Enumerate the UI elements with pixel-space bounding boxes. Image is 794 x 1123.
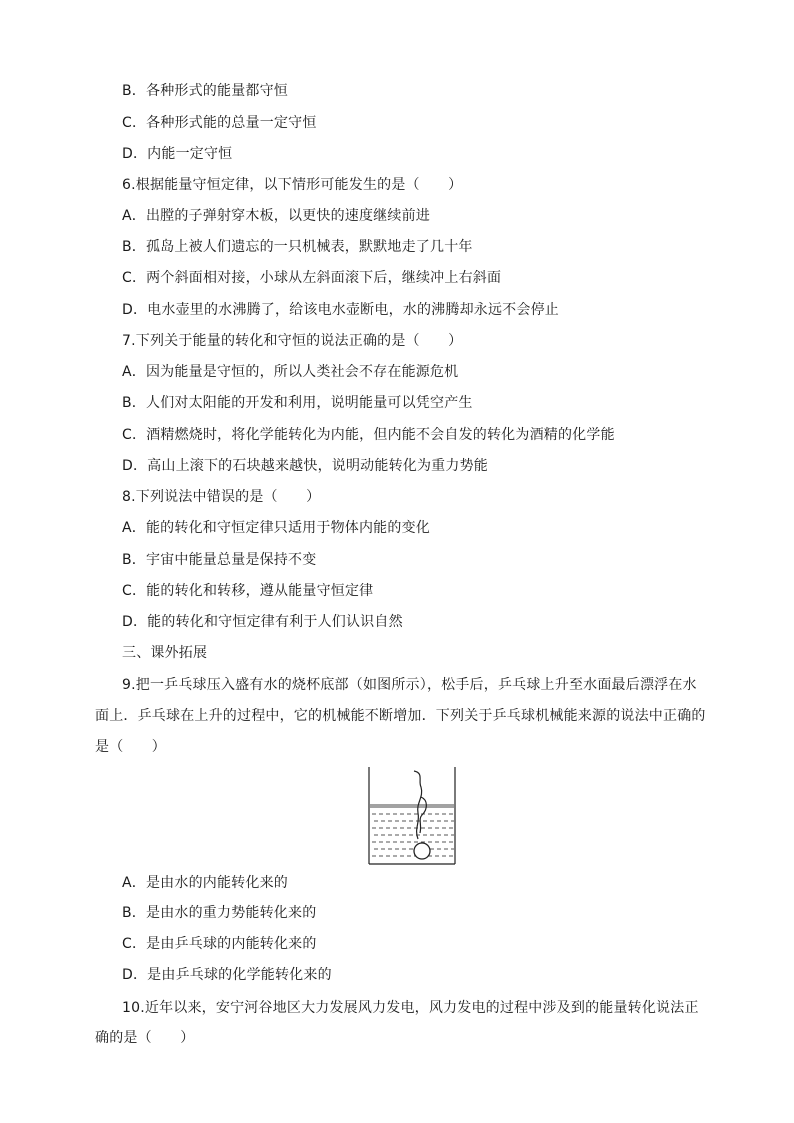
- q6-option-d: D．电水壶里的水沸腾了，给该电水壶断电，水的沸腾却永远不会停止: [122, 302, 559, 318]
- q5-option-d: D．内能一定守恒: [122, 146, 233, 162]
- q9-stem-line-1: 9.把一乒乓球压入盛有水的烧杯底部（如图所示），松手后，乒乓球上升至水面最后漂浮在水: [122, 677, 697, 693]
- beaker-figure: [366, 767, 458, 867]
- q10-stem-line-1: 10.近年以来，安宁河谷地区大力发展风力发电，风力发电的过程中涉及到的能量转化说法正: [122, 1000, 699, 1016]
- q9-stem-line-2: 面上．乒乓球在上升的过程中，它的机械能不断增加．下列关于乒乓球机械能来源的说法中正确的: [95, 708, 706, 724]
- q9-option-b: B．是由水的重力势能转化来的: [122, 905, 317, 921]
- section-heading: 三、课外拓展: [122, 645, 208, 661]
- q5-option-b: B．各种形式的能量都守恒: [122, 83, 289, 99]
- q9-option-c: C．是由乒乓球的内能转化来的: [122, 936, 317, 952]
- q8-option-c: C．能的转化和转移，遵从能量守恒定律: [122, 583, 374, 599]
- q8-option-b: B．宇宙中能量总量是保持不变: [122, 552, 317, 568]
- q5-option-c: C．各种形式能的总量一定守恒: [122, 115, 317, 131]
- q6-stem: 6.根据能量守恒定律，以下情形可能发生的是（ ）: [122, 177, 463, 193]
- q9-option-a: A．是由水的内能转化来的: [122, 875, 288, 891]
- q6-option-c: C．两个斜面相对接，小球从左斜面滚下后，继续冲上右斜面: [122, 270, 502, 286]
- q7-option-c: C．酒精燃烧时，将化学能转化为内能，但内能不会自发的转化为酒精的化学能: [122, 427, 615, 443]
- q6-option-b: B．孤岛上被人们遗忘的一只机械表，默默地走了几十年: [122, 239, 473, 255]
- q8-option-a: A．能的转化和守恒定律只适用于物体内能的变化: [122, 520, 430, 536]
- q6-option-a: A．出膛的子弹射穿木板，以更快的速度继续前进: [122, 208, 430, 224]
- q8-option-d: D．能的转化和守恒定律有利于人们认识自然: [122, 614, 403, 630]
- q7-stem: 7.下列关于能量的转化和守恒的说法正确的是（ ）: [122, 333, 463, 349]
- q9-stem-line-3: 是（ ）: [95, 739, 166, 755]
- ping-pong-ball-icon: [414, 843, 430, 859]
- q8-stem: 8.下列说法中错误的是（ ）: [122, 489, 321, 505]
- q10-stem-line-2: 确的是（ ）: [95, 1030, 195, 1046]
- q9-option-d: D．是由乒乓球的化学能转化来的: [122, 967, 332, 983]
- water-dashes: [372, 814, 454, 856]
- water-surface-lines: [370, 805, 454, 807]
- q7-option-b: B．人们对太阳能的开发和利用，说明能量可以凭空产生: [122, 395, 473, 411]
- q7-option-a: A．因为能量是守恒的，所以人类社会不存在能源危机: [122, 364, 459, 380]
- q7-option-d: D．高山上滚下的石块越来越快，说明动能转化为重力势能: [122, 458, 488, 474]
